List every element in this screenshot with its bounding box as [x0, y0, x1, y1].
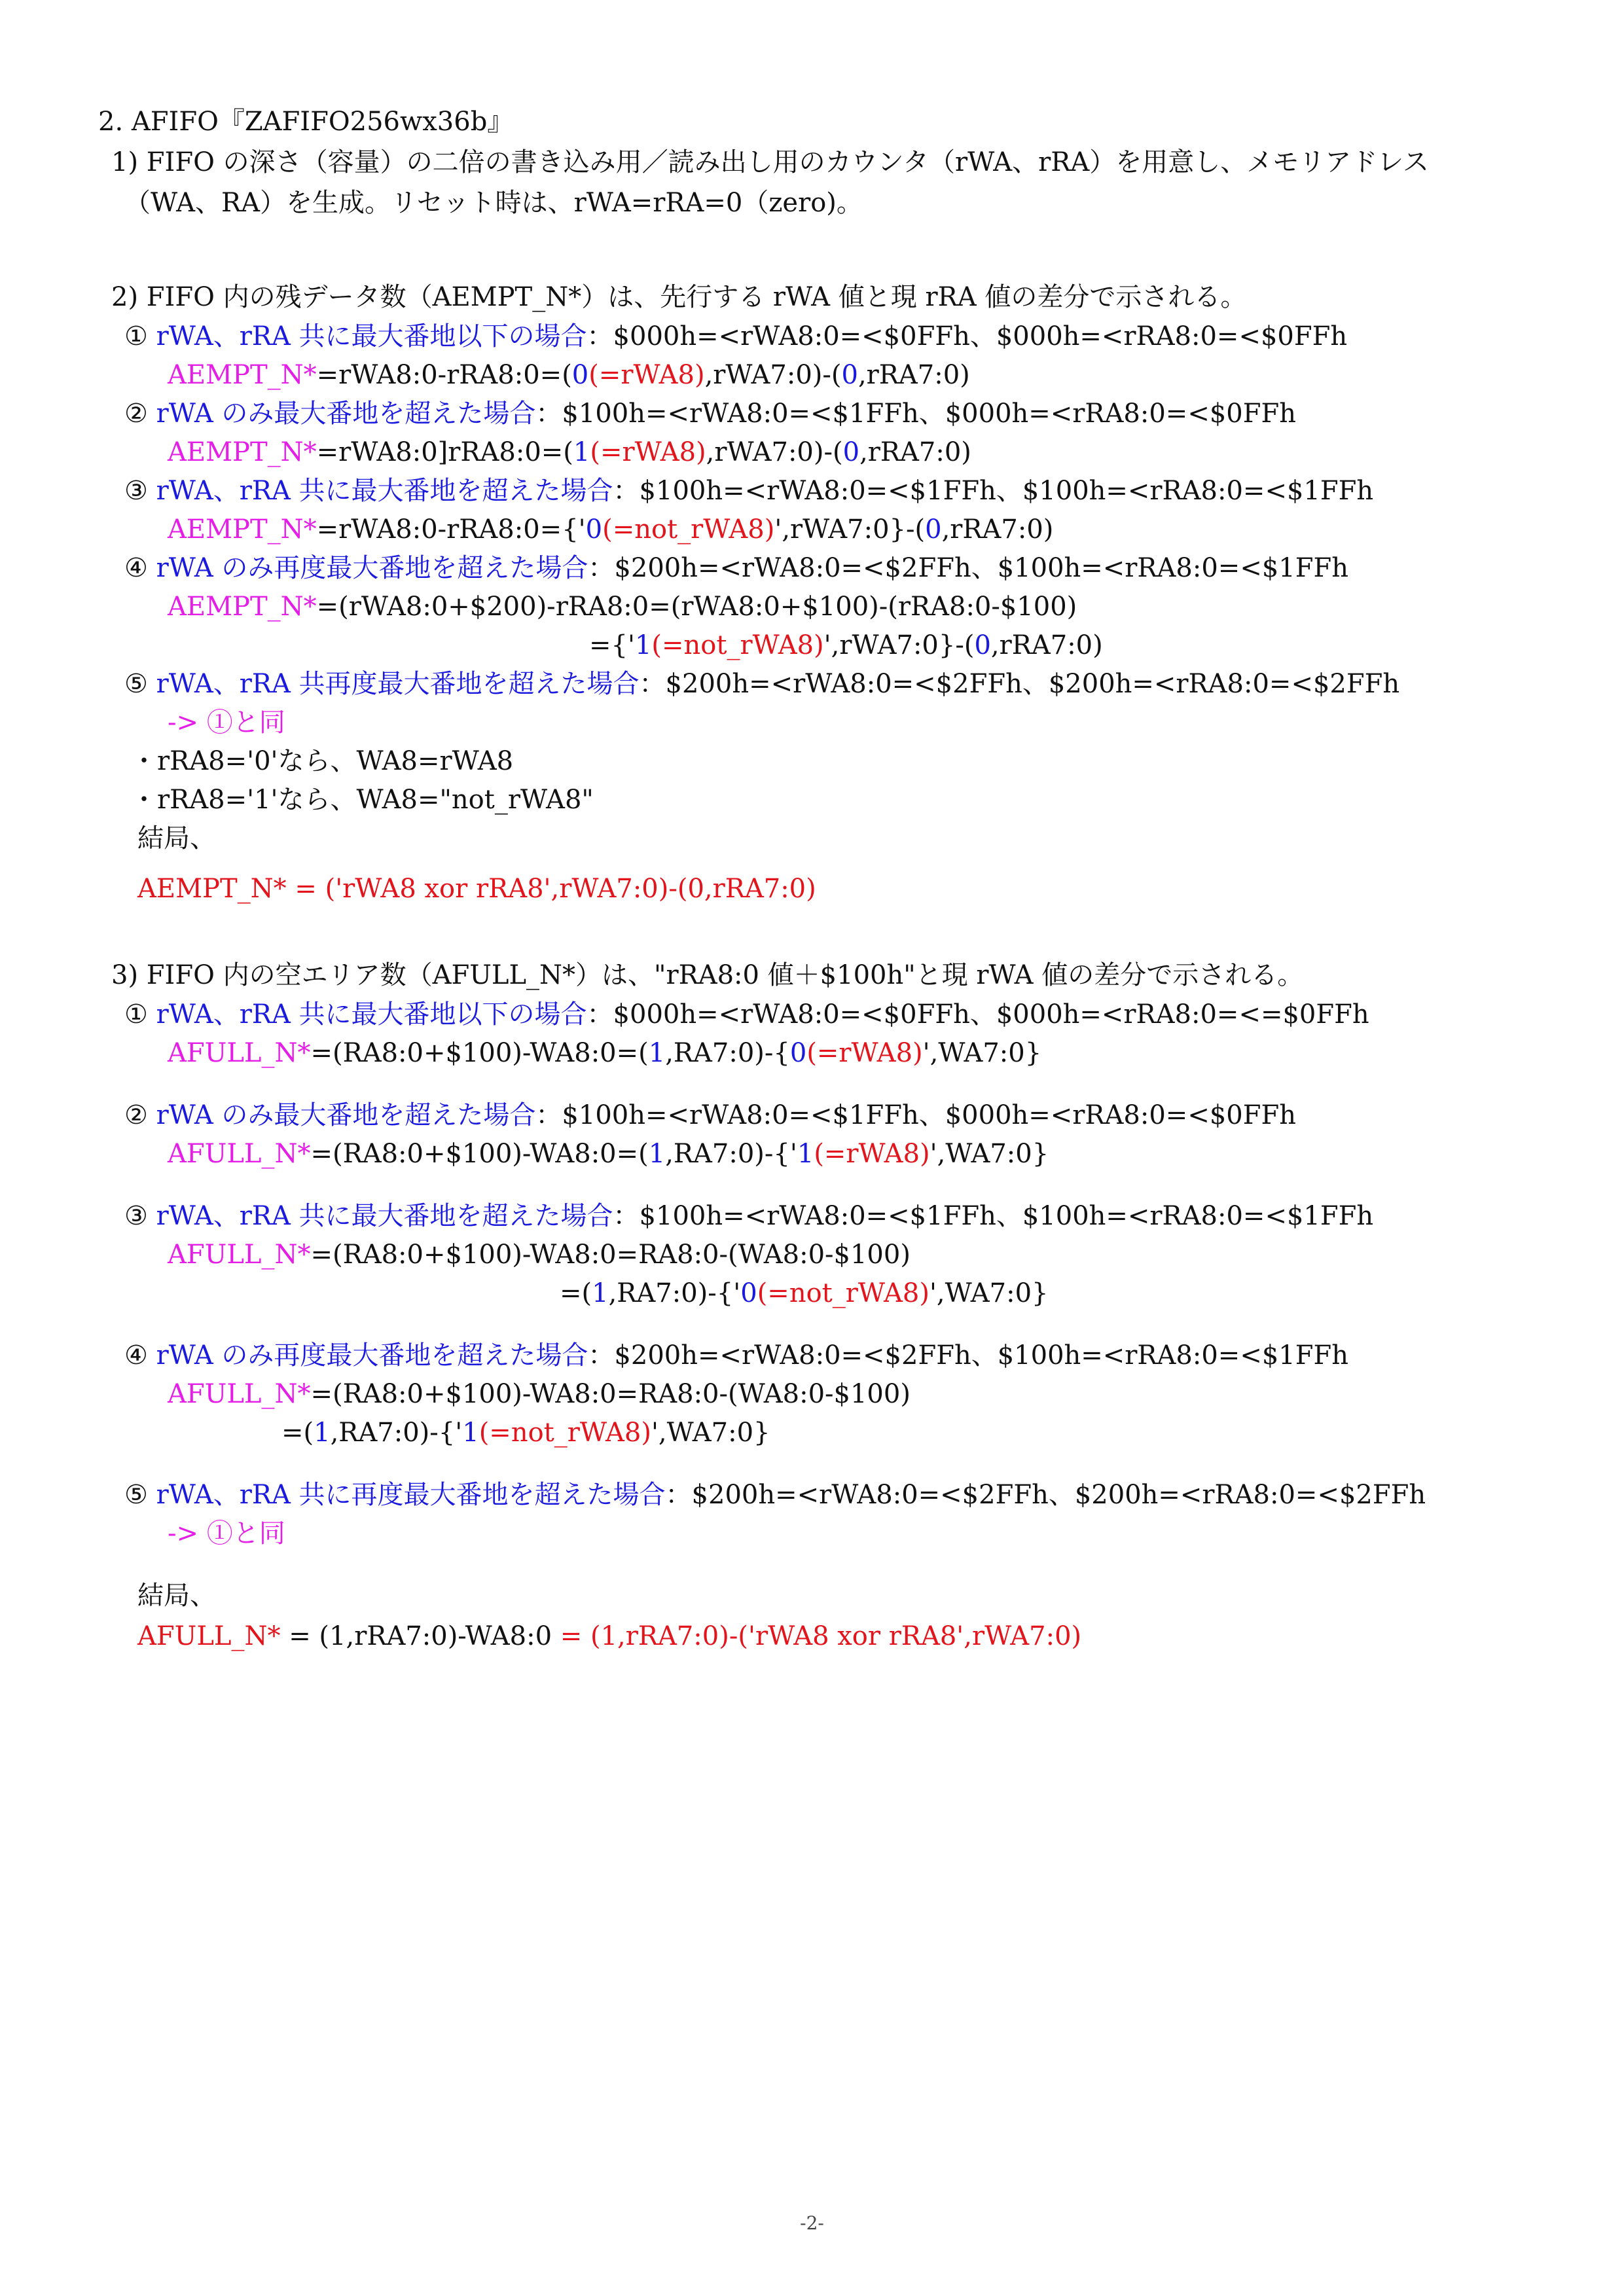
formula-line — [560, 1275, 1048, 1312]
text-segment: rWA のみ最大番地を超えた場合 — [156, 399, 536, 429]
text-segment: ,rRA7:0) — [990, 630, 1103, 660]
text-segment: ③ — [124, 1201, 156, 1231]
case-line — [124, 1097, 1296, 1134]
text-segment: =(rWA8:0+$200)-rRA8:0=(rWA8:0+$100)-(rRA8:0-$100) — [316, 592, 1077, 622]
text-segment: = (1,rRA7:0)-WA8:0 — [280, 1621, 560, 1651]
text-segment: (=not_rWA8) — [651, 630, 824, 660]
text-segment: rWA のみ最大番地を超えた場合 — [156, 1100, 536, 1130]
text-segment: ：$200h=<rWA8:0=<$2FFh、$200h=<rRA8:0=<$2FFh — [665, 1480, 1426, 1510]
text-segment: ：$100h=<rWA8:0=<$1FFh、$000h=<rRA8:0=<$0FFh — [535, 399, 1297, 429]
text-segment: 0 — [841, 360, 858, 390]
text-segment: 1 — [573, 437, 590, 467]
text-segment: ・rRA8='0'なら、WA8=rWA8 — [131, 746, 514, 776]
text-segment: ,rRA7:0) — [857, 360, 970, 390]
text-segment: (=rWA8) — [806, 1038, 923, 1068]
text-segment: 1 — [648, 1139, 666, 1169]
text-segment: 0 — [571, 360, 589, 390]
text-segment: ',WA7:0} — [651, 1418, 770, 1448]
text-segment: AEMPT_N* — [168, 360, 317, 390]
text-segment: 2. AFIFO『ZAFIFO256wx36b』 — [98, 107, 514, 137]
text-segment: ⑤ — [124, 1480, 156, 1510]
text-segment: 1 — [462, 1418, 479, 1448]
text-segment: ④ — [124, 1340, 156, 1371]
text-segment: ：$100h=<rWA8:0=<$1FFh、$000h=<rRA8:0=<$0FFh — [535, 1100, 1297, 1130]
text-segment: (=rWA8) — [814, 1139, 930, 1169]
section-title — [111, 279, 1246, 315]
text-segment: 2) FIFO 内の残データ数（AEMPT_N*）は、先行する rWA 値と現 rRA 値の差分で示される。 — [111, 282, 1247, 312]
text-segment: -> ①と同 — [168, 1518, 285, 1549]
text-segment: 0 — [842, 437, 860, 467]
text-segment: =(RA8:0+$100)-WA8:0=( — [310, 1139, 649, 1169]
text-segment: 1 — [634, 630, 652, 660]
case-line — [124, 1198, 1373, 1234]
conclusion-formula — [137, 1618, 1081, 1655]
note-line — [131, 781, 594, 818]
text-segment: ',WA7:0} — [929, 1278, 1049, 1308]
text-segment: AEMPT_N* — [168, 592, 317, 622]
text-segment: 1 — [314, 1418, 331, 1448]
text-segment: 1 — [797, 1139, 814, 1169]
text-segment: ① — [124, 321, 156, 351]
case-line — [124, 550, 1348, 586]
text-segment: ① — [124, 999, 156, 1030]
case-line — [124, 395, 1296, 432]
text-segment: (=rWA8) — [590, 437, 706, 467]
text-segment: =( — [281, 1418, 314, 1448]
text-segment: AFULL_N* — [137, 1621, 281, 1651]
text-segment: rWA、rRA 共に再度最大番地を超えた場合 — [156, 1480, 666, 1510]
formula-line — [168, 434, 971, 471]
text-segment: ,rRA7:0) — [859, 437, 971, 467]
formula-line — [168, 357, 970, 393]
text-segment: 1 — [592, 1278, 609, 1308]
text-segment: ,RA7:0)-{' — [665, 1139, 797, 1169]
text-segment: AEMPT_N* = ('rWA8 xor rRA8',rWA7:0)-(0,rRA7:0) — [137, 874, 816, 904]
text-segment: AFULL_N* — [168, 1139, 311, 1169]
text-segment: ',WA7:0} — [922, 1038, 1042, 1068]
formula-line — [589, 627, 1103, 664]
text-segment: AFULL_N* — [168, 1240, 311, 1270]
text-segment: ：$100h=<rWA8:0=<$1FFh、$100h=<rRA8:0=<$1FFh — [613, 1201, 1374, 1231]
text-segment: ,rWA7:0)-( — [704, 360, 842, 390]
text-segment: AFULL_N* — [168, 1379, 311, 1409]
text-segment: 結局、 — [137, 1581, 216, 1611]
text-segment: （WA、RA）を生成。リセット時は、rWA=rRA=0（zero)。 — [124, 188, 863, 218]
paragraph-line — [111, 144, 1429, 181]
text-segment: 3) FIFO 内の空エリア数（AFULL_N*）は、"rRA8:0 値＋$100h"と現 rWA 値の差分で示される。 — [111, 960, 1304, 990]
text-segment: =(RA8:0+$100)-WA8:0=RA8:0-(WA8:0-$100) — [310, 1379, 911, 1409]
text-segment: ：$000h=<rWA8:0=<$0FFh、$000h=<rRA8:0=<$0FFh — [586, 321, 1348, 351]
text-segment: ',rWA7:0}-( — [823, 630, 975, 660]
text-segment: 0 — [585, 514, 603, 545]
case-line — [124, 318, 1347, 355]
case-line — [124, 996, 1369, 1033]
text-segment: =rWA8:0-rRA8:0=( — [316, 360, 572, 390]
note-line — [131, 743, 513, 780]
text-segment: rWA、rRA 共に最大番地を超えた場合 — [156, 476, 613, 506]
text-segment: ,rWA7:0)-( — [706, 437, 843, 467]
conclusion-label — [137, 1577, 216, 1614]
formula-line — [281, 1414, 770, 1451]
text-segment: ④ — [124, 553, 156, 583]
text-segment: =(RA8:0+$100)-WA8:0=RA8:0-(WA8:0-$100) — [310, 1240, 911, 1270]
page-number: -2- — [800, 2212, 824, 2234]
section-title — [111, 957, 1303, 994]
formula-line — [168, 1136, 1049, 1172]
text-segment: ,rRA7:0) — [941, 514, 1054, 545]
heading — [98, 103, 513, 140]
text-segment: 0 — [740, 1278, 757, 1308]
text-segment: =rWA8:0-rRA8:0={' — [316, 514, 586, 545]
text-segment: = (1,rRA7:0)-('rWA8 xor rRA8',rWA7:0) — [560, 1621, 1082, 1651]
text-segment: AEMPT_N* — [168, 437, 317, 467]
same-as-note — [168, 1515, 285, 1552]
text-segment: AFULL_N* — [168, 1038, 311, 1068]
case-line — [124, 1337, 1348, 1374]
text-segment: rWA、rRA 共再度最大番地を超えた場合 — [156, 669, 640, 699]
text-segment: 0 — [789, 1038, 807, 1068]
text-segment: 0 — [974, 630, 991, 660]
text-segment: ：$200h=<rWA8:0=<$2FFh、$200h=<rRA8:0=<$2FFh — [639, 669, 1400, 699]
text-segment: ③ — [124, 476, 156, 506]
text-segment: ・rRA8='1'なら、WA8="not_rWA8" — [131, 785, 594, 815]
conclusion-formula — [137, 870, 816, 907]
text-segment: rWA のみ再度最大番地を超えた場合 — [156, 553, 588, 583]
case-line — [124, 473, 1373, 509]
text-segment: =( — [560, 1278, 592, 1308]
text-segment: ',WA7:0} — [929, 1139, 1049, 1169]
text-segment: ,RA7:0)-{ — [665, 1038, 790, 1068]
case-line — [124, 666, 1399, 702]
same-as-note — [168, 704, 285, 741]
text-segment: =rWA8:0]rRA8:0=( — [316, 437, 573, 467]
text-segment: ,RA7:0)-{' — [330, 1418, 463, 1448]
text-segment: 結局、 — [137, 823, 216, 853]
text-segment: (=not_rWA8) — [602, 514, 775, 545]
text-segment: ：$200h=<rWA8:0=<$2FFh、$100h=<rRA8:0=<$1FFh — [588, 1340, 1349, 1371]
text-segment: ',rWA7:0}-( — [774, 514, 926, 545]
text-segment: ：$000h=<rWA8:0=<$0FFh、$000h=<rRA8:0=<=$0FFh — [586, 999, 1369, 1030]
text-segment: (=rWA8) — [588, 360, 705, 390]
paragraph-line — [124, 185, 863, 221]
conclusion-label — [137, 820, 216, 857]
text-segment: rWA、rRA 共に最大番地以下の場合 — [156, 999, 587, 1030]
text-segment: =(RA8:0+$100)-WA8:0=( — [310, 1038, 649, 1068]
text-segment: rWA のみ再度最大番地を超えた場合 — [156, 1340, 588, 1371]
text-segment: rWA、rRA 共に最大番地を超えた場合 — [156, 1201, 613, 1231]
formula-line — [168, 588, 1077, 625]
text-segment: (=not_rWA8) — [478, 1418, 651, 1448]
text-segment: 1 — [648, 1038, 666, 1068]
text-segment: 0 — [925, 514, 942, 545]
text-segment: AEMPT_N* — [168, 514, 317, 545]
text-segment: ② — [124, 399, 156, 429]
text-segment: ：$200h=<rWA8:0=<$2FFh、$100h=<rRA8:0=<$1FFh — [588, 553, 1349, 583]
text-segment: ⑤ — [124, 669, 156, 699]
formula-line — [168, 511, 1053, 548]
text-segment: ={' — [589, 630, 635, 660]
formula-line — [168, 1376, 911, 1412]
text-segment: ：$100h=<rWA8:0=<$1FFh、$100h=<rRA8:0=<$1FFh — [613, 476, 1374, 506]
text-segment: rWA、rRA 共に最大番地以下の場合 — [156, 321, 587, 351]
text-segment: ,RA7:0)-{' — [608, 1278, 741, 1308]
formula-line — [168, 1035, 1041, 1071]
text-segment: (=not_rWA8) — [757, 1278, 929, 1308]
text-segment: -> ①と同 — [168, 708, 285, 738]
formula-line — [168, 1236, 911, 1273]
text-segment: ② — [124, 1100, 156, 1130]
text-segment: 1) FIFO の深さ（容量）の二倍の書き込み用／読み出し用のカウンタ（rWA、rRA）を用意し、メモリアドレス — [111, 147, 1430, 177]
case-line — [124, 1477, 1426, 1513]
